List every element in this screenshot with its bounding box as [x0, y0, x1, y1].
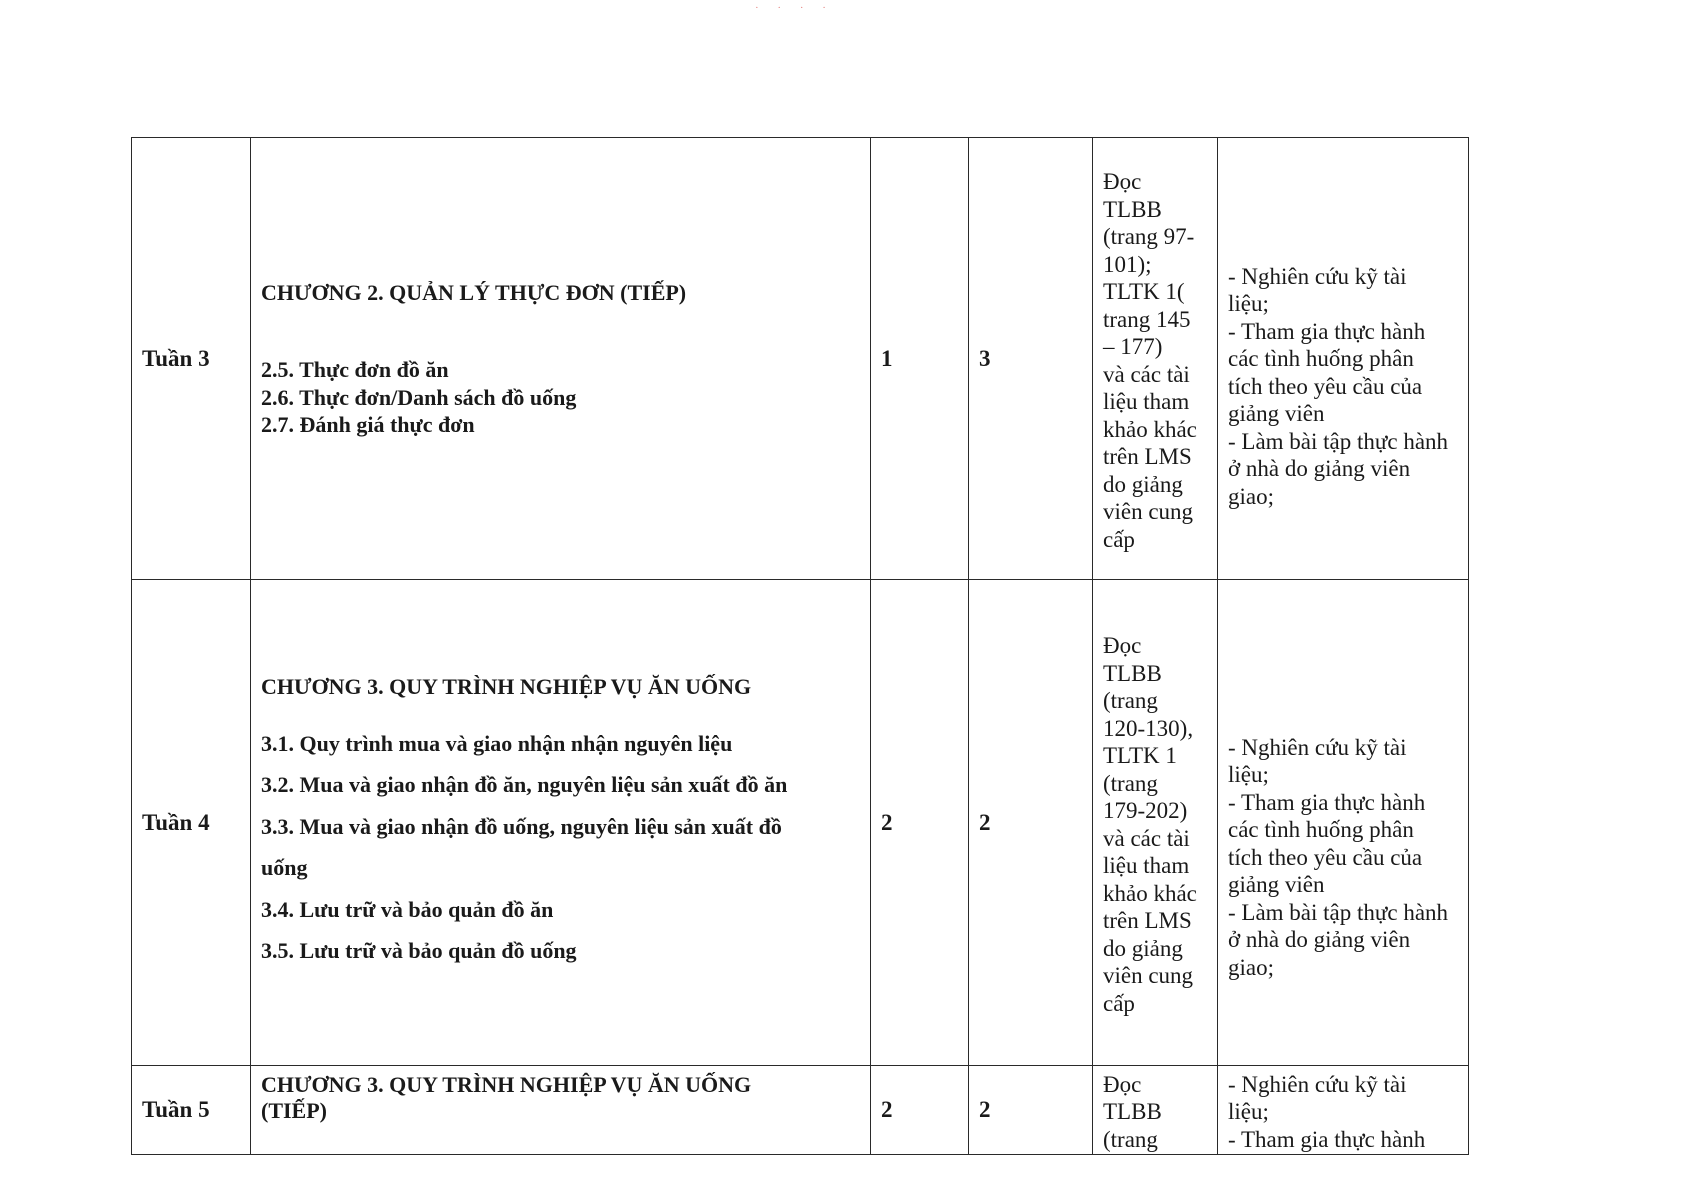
reading-cell	[1093, 1066, 1218, 1155]
reading-line: cấp	[1103, 990, 1135, 1016]
table-row	[132, 138, 1469, 580]
reading-line: 179-202)	[1103, 798, 1188, 823]
reading-cell	[1093, 580, 1218, 1066]
reading-line: cấp	[1103, 526, 1135, 552]
task-line: liệu;	[1228, 291, 1269, 317]
reading-line: (trang	[1103, 688, 1158, 713]
chapter-title: CHƯƠNG 2. QUẢN LÝ THỰC ĐƠN (TIẾP)	[261, 279, 687, 305]
task-cell	[1218, 1066, 1469, 1155]
task-line: - Làm bài tập thực hành	[1228, 428, 1449, 454]
reading-line: liệu tham	[1103, 389, 1190, 414]
reading-line: TLBB	[1103, 196, 1162, 222]
chapter-title: CHƯƠNG 3. QUY TRÌNH NGHIỆP VỤ ĂN UỐNG	[261, 674, 752, 700]
task-line: giảng viên	[1228, 401, 1325, 427]
task-line: - Tham gia thực hành	[1228, 318, 1426, 344]
hours-a-cell: 2	[871, 1066, 969, 1155]
chapter-title	[261, 1072, 860, 1124]
reading-line: (trang 97-	[1103, 224, 1195, 249]
task-line: liệu;	[1228, 1099, 1269, 1125]
task-line: giao;	[1228, 954, 1274, 980]
reading-line: 101);	[1103, 251, 1152, 277]
reading-line: trên LMS	[1103, 908, 1192, 933]
task-line: tích theo yêu cầu của	[1228, 373, 1423, 399]
reading-line: khảo khác	[1103, 416, 1197, 442]
reading-line: trên LMS	[1103, 444, 1192, 469]
reading-line: (trang	[1103, 1126, 1158, 1152]
topic-item: 3.1. Quy trình mua và giao nhận nhận nguyên liệu	[261, 730, 733, 756]
task-line: các tình huống phân	[1228, 817, 1414, 843]
hours-a-cell: 2	[871, 580, 969, 1066]
reading-line: TLBB	[1103, 1099, 1162, 1125]
reading-line: do giảng	[1103, 471, 1183, 497]
reading-line: Đọc	[1103, 1071, 1142, 1097]
task-cell	[1218, 580, 1469, 1066]
chapter-title-line: CHƯƠNG 3. QUY TRÌNH NGHIỆP VỤ ĂN UỐNG	[261, 1072, 752, 1097]
content-cell	[251, 1066, 871, 1155]
task-line: liệu;	[1228, 762, 1269, 788]
reading-line: TLTK 1(	[1103, 279, 1185, 304]
week-cell: Tuần 5	[132, 1066, 251, 1155]
reading-line: 120-130),	[1103, 715, 1194, 741]
task-line: tích theo yêu cầu của	[1228, 844, 1423, 870]
task-line: - Tham gia thực hành	[1228, 1126, 1426, 1152]
week-cell: Tuần 3	[132, 138, 251, 580]
table-row	[132, 580, 1469, 1066]
reading-line: trang 145	[1103, 306, 1191, 332]
task-line: các tình huống phân	[1228, 346, 1414, 372]
task-line: giao;	[1228, 483, 1274, 509]
reading-line: khảo khác	[1103, 880, 1197, 906]
task-cell	[1218, 138, 1469, 580]
task-line: - Nghiên cứu kỹ tài	[1228, 263, 1407, 289]
reading-line: viên cung	[1103, 963, 1194, 988]
task-line: ở nhà do giảng viên	[1228, 927, 1411, 953]
task-line: ở nhà do giảng viên	[1228, 456, 1411, 482]
hours-b-cell: 2	[969, 580, 1093, 1066]
reading-line: liệu tham	[1103, 853, 1190, 878]
topic-item: 3.2. Mua và giao nhận đồ ăn, nguyên liệu sản xuất đồ ăn	[261, 772, 788, 798]
reading-line: TLTK 1	[1103, 743, 1177, 768]
hours-b-cell: 3	[969, 138, 1093, 580]
task-line: - Tham gia thực hành	[1228, 789, 1426, 815]
topic-item: 3.4. Lưu trữ và bảo quản đồ ăn	[261, 896, 554, 922]
topic-list	[261, 723, 860, 972]
reading-line: viên cung	[1103, 499, 1194, 524]
topic-list	[261, 356, 860, 439]
topic-item: 2.6. Thực đơn/Danh sách đồ uống	[261, 384, 577, 410]
table-row	[132, 1066, 1469, 1155]
content-cell	[251, 138, 871, 580]
reading-line: (trang	[1103, 770, 1158, 796]
reading-line: – 177)	[1103, 334, 1163, 359]
hours-a-cell: 1	[871, 138, 969, 580]
task-line: giảng viên	[1228, 872, 1325, 898]
reading-line: và các tài	[1103, 361, 1190, 387]
topic-item: 2.5. Thực đơn đồ ăn	[261, 357, 449, 382]
reading-line: do giảng	[1103, 935, 1183, 961]
week-cell: Tuần 4	[132, 580, 251, 1066]
topic-item: 3.3. Mua và giao nhận đồ uống, nguyên liệu sản xuất đồ	[261, 813, 782, 839]
topic-item: uống	[261, 855, 308, 881]
reading-cell	[1093, 138, 1218, 580]
content-cell	[251, 580, 871, 1066]
scan-artifact: · · · ·	[755, 2, 834, 14]
task-line: - Nghiên cứu kỹ tài	[1228, 734, 1407, 760]
reading-line: và các tài	[1103, 825, 1190, 851]
topic-item: 3.5. Lưu trữ và bảo quản đồ uống	[261, 938, 577, 964]
chapter-title-line: (TIẾP)	[261, 1098, 327, 1123]
topic-item: 2.7. Đánh giá thực đơn	[261, 412, 475, 437]
task-line: - Nghiên cứu kỹ tài	[1228, 1071, 1407, 1097]
reading-line: Đọc	[1103, 169, 1142, 194]
syllabus-table	[131, 137, 1469, 1155]
reading-line: Đọc	[1103, 633, 1142, 658]
hours-b-cell: 2	[969, 1066, 1093, 1155]
reading-line: TLBB	[1103, 660, 1162, 686]
task-line: - Làm bài tập thực hành	[1228, 899, 1449, 925]
